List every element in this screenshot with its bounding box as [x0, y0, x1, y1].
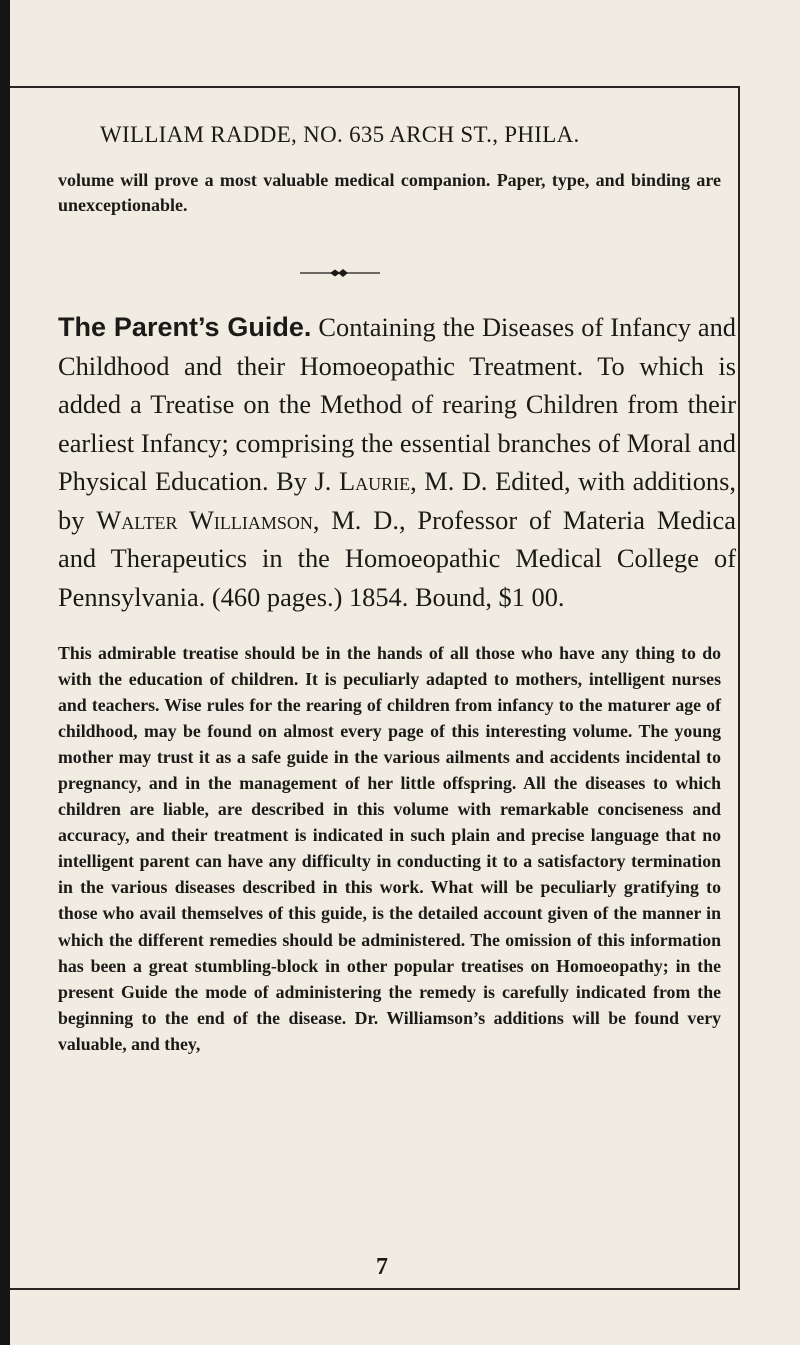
page-number: 7 — [376, 1254, 388, 1280]
running-head: WILLIAM RADDE, NO. 635 ARCH ST., PHILA. — [100, 122, 580, 147]
entry-text-part1: Containing the Diseases of Infancy and Childhood and their Homoeopathic Treatment. To which is added a Treatise on the Method of rearing Children from their earliest Infancy; comprising the essential branches of Moral and Physical Education. By J. — [58, 312, 736, 496]
page-edge-shadow — [0, 0, 10, 1345]
entry-text-part3: , M. D., Professor of Materia Medica and Therapeutics in the Homoeopathic Medical College of Pennsylvania. (460 pages.) 1854. Bound, $1 00. — [58, 504, 736, 612]
author-name: Laurie — [338, 466, 411, 496]
book-title: The Parent’s Guide. — [58, 312, 312, 342]
review-paragraph: This admirable treatise should be in the hands of all those who have any thing to do with the education of children. It is peculiarly adapted to mothers, intelligent nurses and teachers. Wise rules for the rearing of children from infancy to the maturer age of childhood, may be found on almost every page of this interesting volume. The young mother may trust it as a safe guide in the various ailments and accidents incidental to pregnancy, and in the management of her little offspring. All the diseases to which children are liable, are described in this volume with remarkable conciseness and accuracy, and their treatment is indicated in such plain and precise language that no intelligent parent can have any difficulty in conducting it to a satisfactory termination in the various diseases described in this work. What will be peculiarly gratifying to those who avail themselves of this guide, is the detailed account given of the manner in which the different remedies should be administered. The omission of this information has been a great stumbling-block in other popular treatises on Homoeopathy; in the present Guide the mode of administering the remedy is carefully indicated from the beginning to the end of the disease. Dr. Williamson’s additions will be found very valuable, and they, — [58, 643, 721, 1054]
intro-paragraph: volume will prove a most valuable medical companion. Paper, type, and binding are unexceptionable. — [58, 170, 721, 215]
entry-text-part2: , M. D. Edited, with additions, by — [58, 466, 736, 535]
ornament-divider — [300, 268, 380, 278]
editor-name: Walter Williamson — [96, 504, 313, 535]
book-entry — [58, 308, 736, 616]
